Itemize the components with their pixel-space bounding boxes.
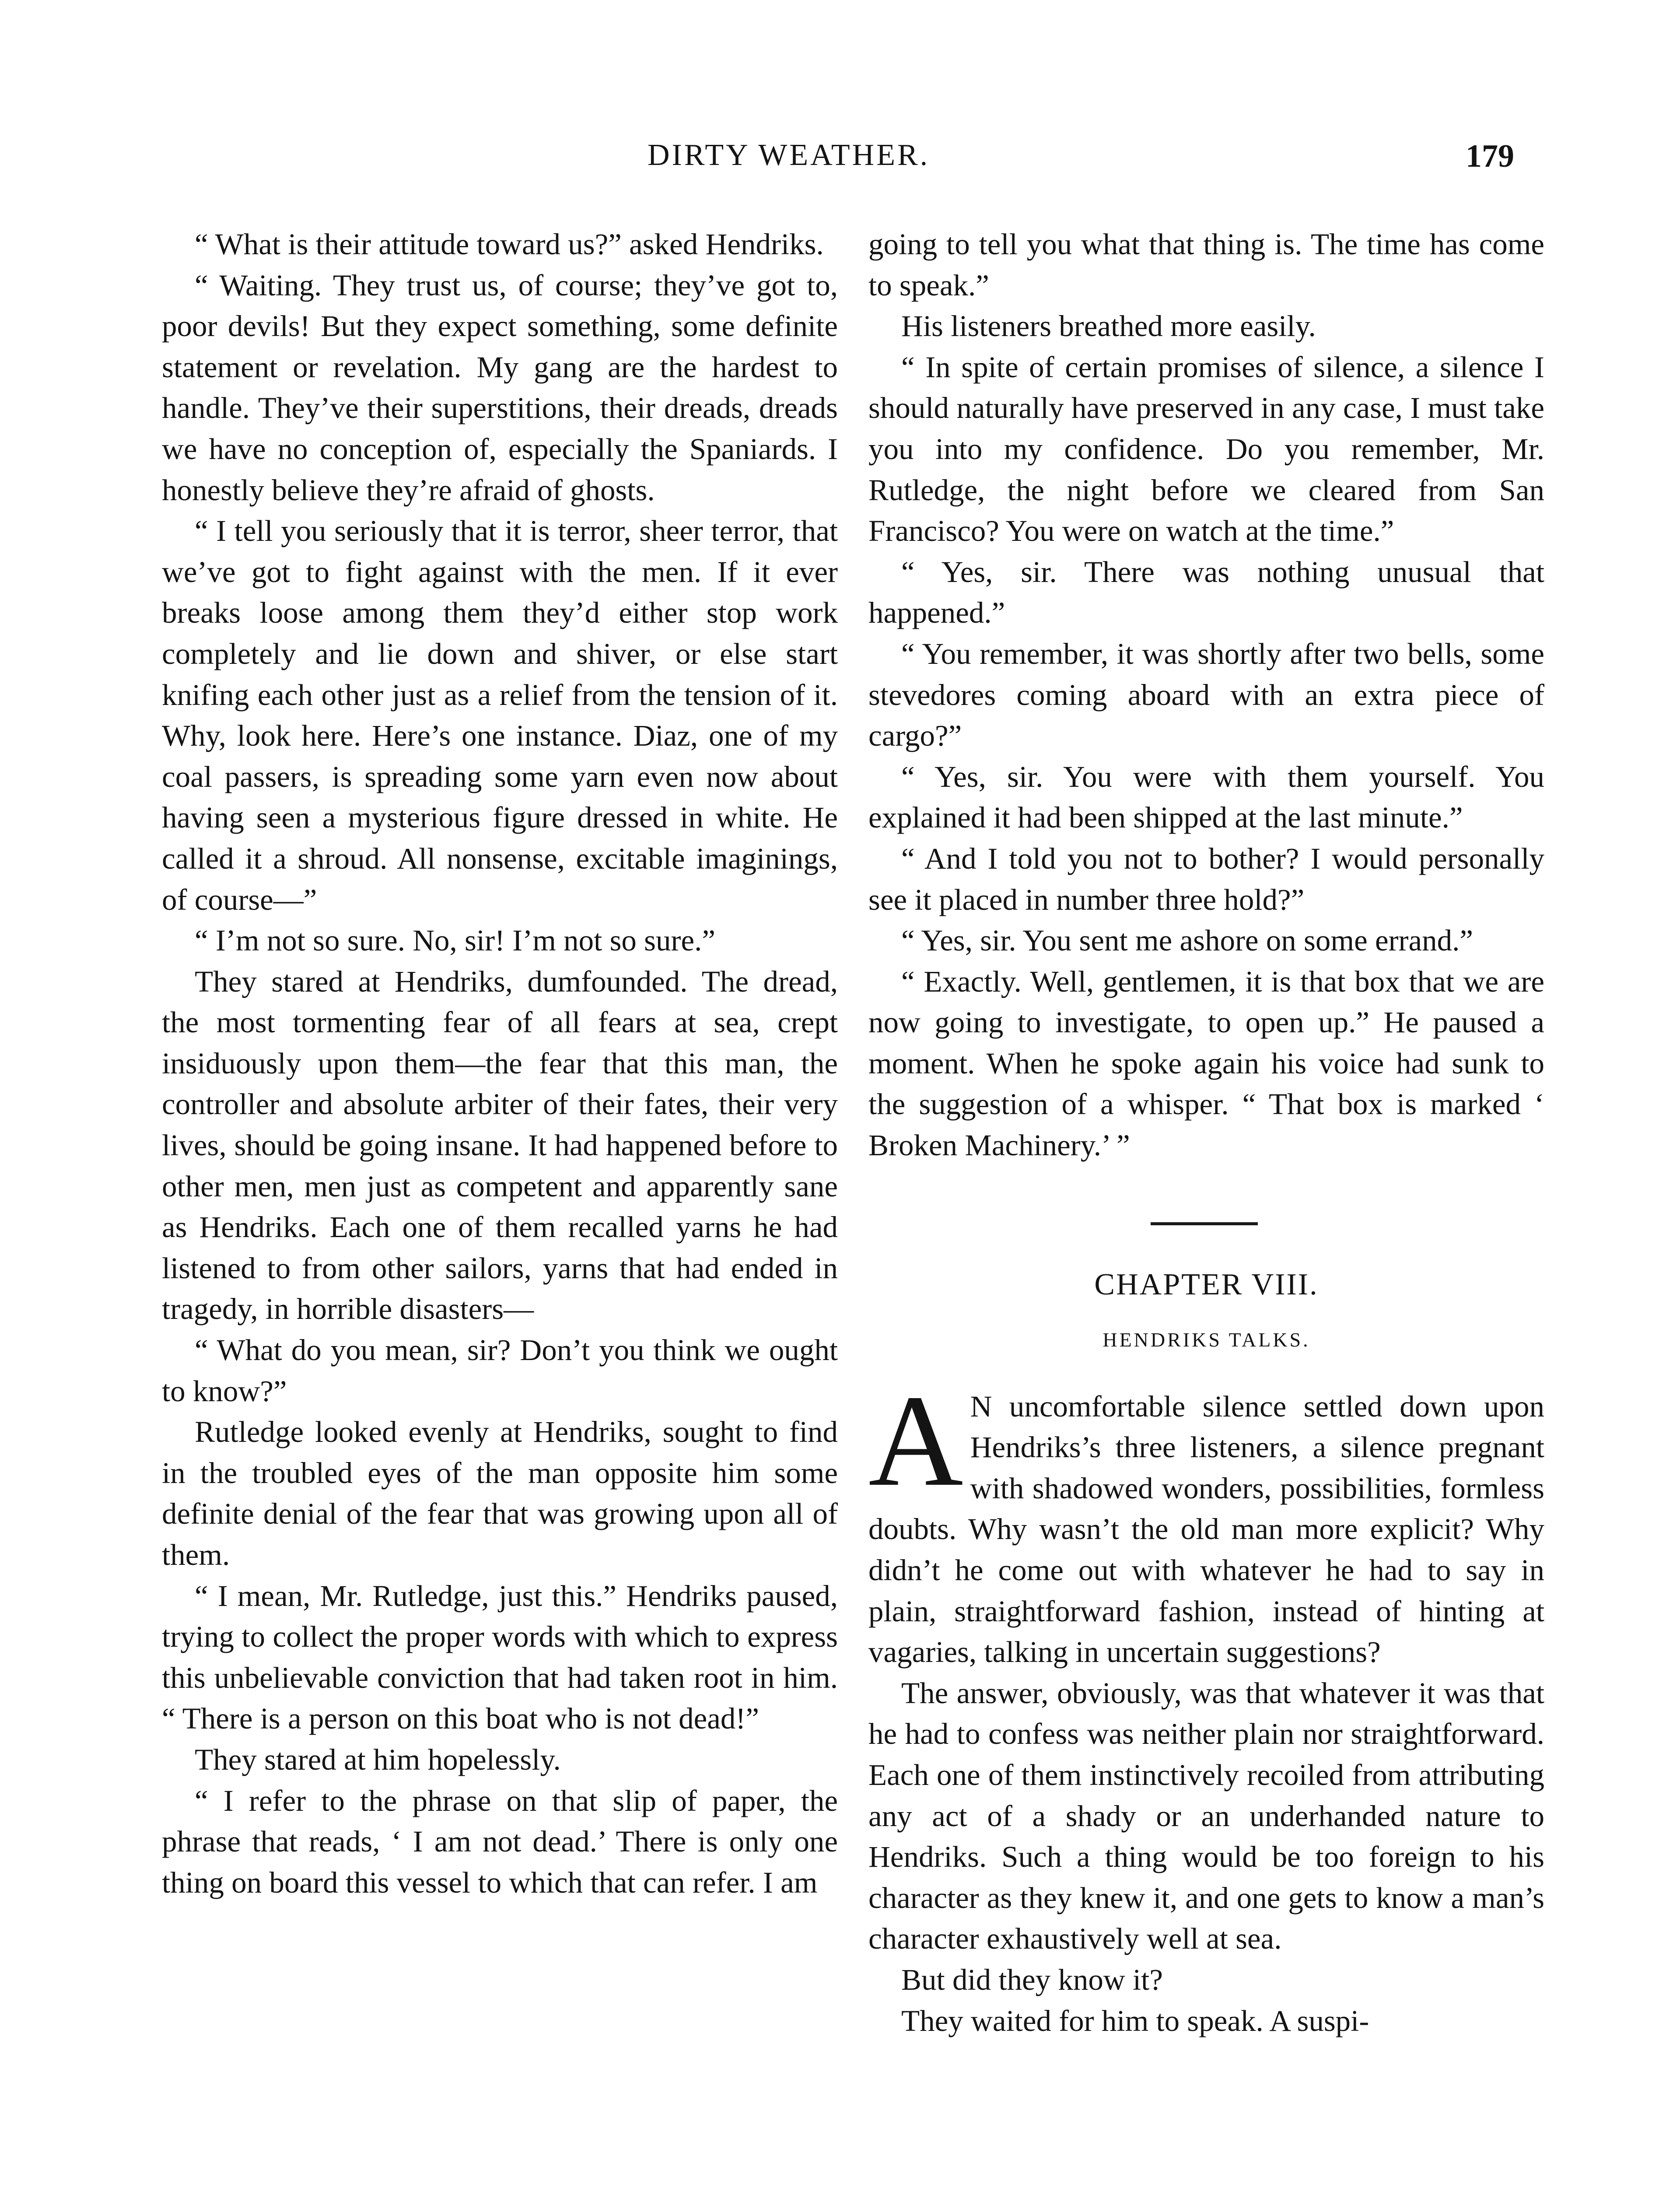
chapter-title: CHAPTER VIII. — [1094, 1267, 1319, 1301]
paragraph: The answer, obviously, was that whatever it was that he had to confess was neither plain nor straightforward. Each one of them instinctively recoiled from attributing any act of a shady or an underhanded nature to Hendriks. Such a thing would be too foreign to his character as they knew it, and one gets to know a man’s character exhaustively well at sea. — [868, 1676, 1544, 1956]
paragraph: “ Waiting. They trust us, of course; they’ve got to, poor devils! But they expect something, some definite statement or revelation. My gang are the hardest to handle. They’ve their superstitions, their dreads, dreads we have no conception of, especially the Spaniards. I honestly believe they’re afraid of ghosts. — [162, 268, 838, 507]
left-column — [162, 224, 838, 1903]
paragraph: “ I mean, Mr. Rutledge, just this.” Hendriks paused, trying to collect the proper words with which to express this unbelievable conviction that had taken root in him. “ There is a person on this boat who is not dead!” — [162, 1579, 838, 1736]
opening-text: N uncomfortable silence settled down upon Hendriks’s three listeners, a silence pregnant with shadowed wonders, possibilities, formless doubts. Why wasn’t the old man more explicit? Why didn’t he come out with whatever he had to say in plain, straightforward fashion, instead of hinting at vagaries, talking in uncertain suggestions? — [868, 1389, 1544, 1669]
running-head: DIRTY WEATHER. — [648, 138, 930, 172]
paragraph: “ What is their attitude toward us?” asked Hendriks. — [195, 228, 824, 261]
paragraph: “ I’m not so sure. No, sir! I’m not so sure.” — [195, 924, 716, 957]
paragraph: “ I tell you seriously that it is terror, sheer terror, that we’ve got to fight against with the men. If it ever breaks loose among them they’d either stop work completely and lie down and shiver, or else start knifing each other just as a relief from the tension of it. Why, look here. Here’s one instance. Diaz, one of my coal passers, is spreading some yarn even now about having seen a mysterious figure dressed in white. He called it a shroud. All nonsense, excitable imaginings, of course—” — [162, 514, 838, 916]
paragraph: “ You remember, it was shortly after two bells, some stevedores coming aboard with an extra piece of cargo?” — [868, 637, 1544, 753]
paragraph: “ And I told you not to bother? I would personally see it placed in number three hold?” — [868, 842, 1544, 916]
paragraph: “ Yes, sir. You were with them yourself. You explained it had been shipped at the last minute.” — [868, 760, 1544, 835]
paragraph: They stared at Hendriks, dumfounded. The dread, the most tormenting fear of all fears at sea, crept insiduously upon them—the fear that this man, the controller and absolute arbiter of their fates, their very lives, should be going insane. It had happened before to other men, men just as competent and apparently sane as Hendriks. Each one of them recalled yarns he had listened to from other sailors, yarns that had ended in tragedy, in horrible disasters— — [162, 964, 838, 1326]
chapter-opening-paragraph — [868, 1368, 1544, 1673]
paragraph: “ What do you mean, sir? Don’t you think we ought to know?” — [162, 1333, 838, 1408]
paragraph: “ Yes, sir. You sent me ashore on some errand.” — [901, 924, 1474, 957]
chapter-divider — [1151, 1222, 1258, 1225]
paragraph: going to tell you what that thing is. The time has come to speak.” — [868, 228, 1544, 302]
page-number: 179 — [1466, 138, 1514, 174]
drop-cap: A — [868, 1368, 963, 1513]
paragraph: They waited for him to speak. A suspi- — [901, 2004, 1369, 2037]
paragraph: They stared at him hopelessly. — [195, 1743, 561, 1776]
chapter-subtitle: HENDRIKS TALKS. — [1102, 1328, 1310, 1351]
paragraph: “ I refer to the phrase on that slip of paper, the phrase that reads, ‘ I am not dead.’ There is only one thing on board this vessel to which that can refer. I am — [162, 1784, 838, 1899]
paragraph: “ Exactly. Well, gentlemen, it is that box that we are now going to investigate, to open up.” He paused a moment. When he spoke again his voice had sunk to the suggestion of a whisper. “ That box is marked ‘ Broken Machinery.’ ” — [868, 964, 1544, 1162]
paragraph: “ Yes, sir. There was nothing unusual that happened.” — [868, 555, 1544, 630]
right-column — [868, 224, 1544, 2041]
paragraph: “ In spite of certain promises of silence, a silence I should naturally have preserved in any case, I must take you into my confidence. Do you remember, Mr. Rutledge, the night before we cleared from San Francisco? You were on watch at the time.” — [868, 350, 1544, 548]
paragraph: His listeners breathed more easily. — [901, 309, 1316, 343]
paragraph: Rutledge looked evenly at Hendriks, sought to find in the troubled eyes of the man opposite him some definite denial of the fear that was growing upon all of them. — [162, 1415, 838, 1571]
paragraph: But did they know it? — [901, 1963, 1163, 1996]
